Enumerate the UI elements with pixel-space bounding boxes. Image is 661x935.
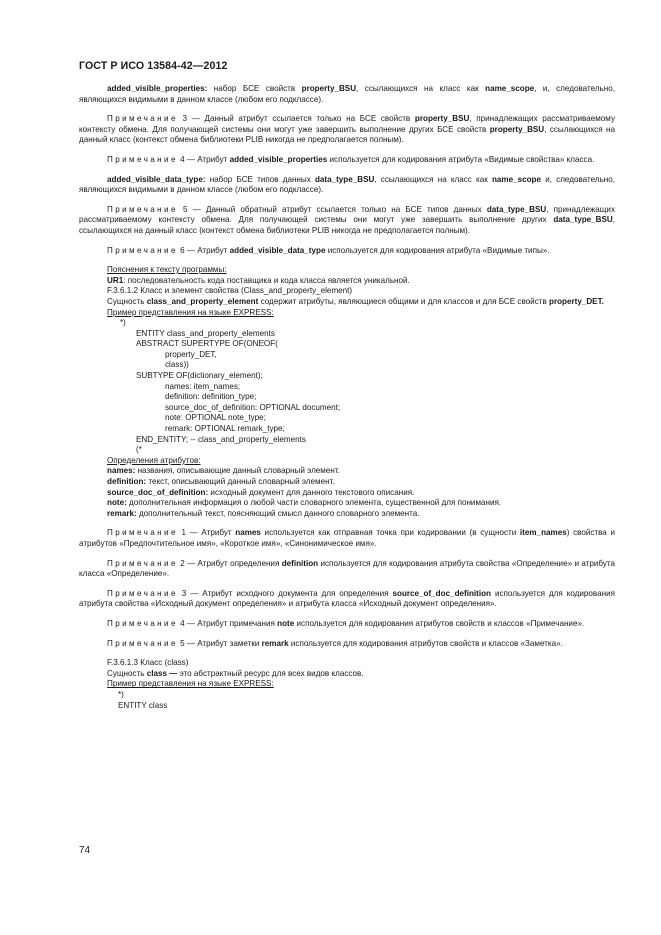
- code-line: *): [118, 689, 124, 699]
- code-line: *): [120, 318, 126, 328]
- note-5-data-type: Примечание 5 — Данный обратный атрибут ссылается только на БСЕ типов данных data_type_BSU, принадлежащих рассматриваемому контексту обмена. Для получающей системы они могут уже завершить выполнение других data_type_BSU, ссылающихся на данный класс (контекст обмена библиотеки PLIB никогда не предполагается полным).: [79, 204, 615, 235]
- attribute-definition: note: дополнительная информация о любой части словарного элемента, существенной для понимания.: [107, 498, 502, 508]
- paragraph-added-visible-data-type: added_visible_data_type: набор БСЕ типов данных data_type_BSU, ссылающихся на класс как name_scope и, следовательно, являющихся видимыми в данном классе (любом его подклассе).: [79, 174, 616, 195]
- ur1-note: UR1: последовательность кода поставщика и кода класса является уникальной.: [107, 275, 410, 285]
- code-line: ABSTRACT SUPERTYPE OF(ONEOF(: [136, 339, 278, 349]
- attribute-definition: names: названия, описывающие данный словарный элемент.: [107, 466, 340, 476]
- section-heading-f3612: F.3.6.1.2 Класс и элемент свойства (Class_and_property_element): [107, 286, 353, 296]
- document-header: ГОСТ Р ИСО 13584-42—2012: [79, 60, 228, 72]
- note-3-properties: Примечание 3 — Данный атрибут ссылается только на БСЕ свойств property_BSU, принадлежащих рассматриваемому контексту обмена. Для получающей системы они могут уже завершить выполнение других БСЕ свойств property_BSU, ссылающихся на данный класс (контекст обмена библиотеки PLIB никогда не предполагается полным).: [79, 114, 615, 145]
- program-notes-title: Пояснения к тексту программы:: [107, 265, 227, 275]
- note-4-note: Примечание 4 — Атрибут примечания note используется для кодирования атрибутов свойств и классов «Примечание».: [107, 618, 585, 628]
- class-description: Сущность class — это абстрактный ресурс для всех видов классов.: [107, 668, 364, 678]
- code-line: (*: [136, 445, 142, 455]
- express-example-title: Пример представления на языке EXPRESS:: [107, 307, 274, 317]
- code-line: class)): [165, 360, 189, 370]
- code-line: names: item_names;: [165, 381, 241, 391]
- section-heading-f3613: F.3.6.1.3 Класс (class): [107, 658, 189, 668]
- code-line: remark: OPTIONAL remark_type;: [165, 424, 285, 434]
- code-line: SUBTYPE OF(dictionary_element);: [136, 371, 263, 381]
- note-6-data-type: Примечание 6 — Атрибут added_visible_data_type используется для кодирования атрибута «Видимые типы».: [107, 245, 550, 255]
- attribute-definition: source_doc_of_definition: исходный документ для данного текстового описания.: [107, 487, 415, 497]
- note-4-properties: Примечание 4 — Атрибут added_visible_properties используется для кодирования атрибута «Видимые свойства» класса.: [107, 154, 595, 164]
- page-content: [79, 84, 615, 711]
- attribute-definition: definition: текст, описывающий данный словарный элемент.: [107, 477, 335, 486]
- code-line: source_doc_of_definition: OPTIONAL document;: [165, 402, 341, 412]
- note-1-names: Примечание 1 — Атрибут names используется как отправная точка при кодировании (в сущности item_names) свойства и атрибутов «Предпочтительное имя», «Короткое имя», «Синонимическое имя».: [79, 528, 615, 548]
- note-5-remark: Примечание 5 — Атрибут заметки remark используется для кодирования атрибутов свойств и классов «Заметка».: [107, 638, 563, 648]
- code-line: END_ENTITY; -- class_and_property_elements: [136, 434, 306, 444]
- attributes-title: Определения атрибутов:: [107, 455, 201, 465]
- attribute-definition: remark: дополнительный текст, поясняющий смысл данного словарного элемента.: [107, 508, 420, 518]
- express-code-block: [79, 318, 615, 456]
- code-line: property_DET,: [165, 349, 217, 359]
- code-line: ENTITY class_and_property_elements: [136, 328, 275, 338]
- express-example-title-2: Пример представления на языке EXPRESS:: [107, 679, 274, 689]
- code-line: note: OPTIONAL note_type;: [165, 413, 266, 423]
- entity-description: Сущность class_and_property_element содержит атрибуты, являющиеся общими и для классов и для БСЕ свойств property_DET.: [107, 296, 604, 306]
- note-2-definition: Примечание 2 — Атрибут определения definition используется для кодирования атрибута свойства «Определение» и атрибута класса «Определение».: [79, 558, 615, 579]
- page-number: 74: [79, 845, 91, 856]
- code-line: ENTITY class: [118, 700, 168, 710]
- note-3-source-doc: Примечание 3 — Атрибут исходного документа для определения source_of_doc_definition используется для кодирования атрибута свойства «Исходный документ определения» и атрибута класса «Исходный документ определения».: [79, 588, 615, 609]
- code-line: definition: definition_type;: [165, 392, 257, 402]
- paragraph-added-visible-properties: added_visible_properties: набор БСЕ свойств property_BSU, ссылающихся на класс как name_scope, и, следовательно, являющихся видимыми в данном классе (любом его подклассе).: [79, 84, 615, 104]
